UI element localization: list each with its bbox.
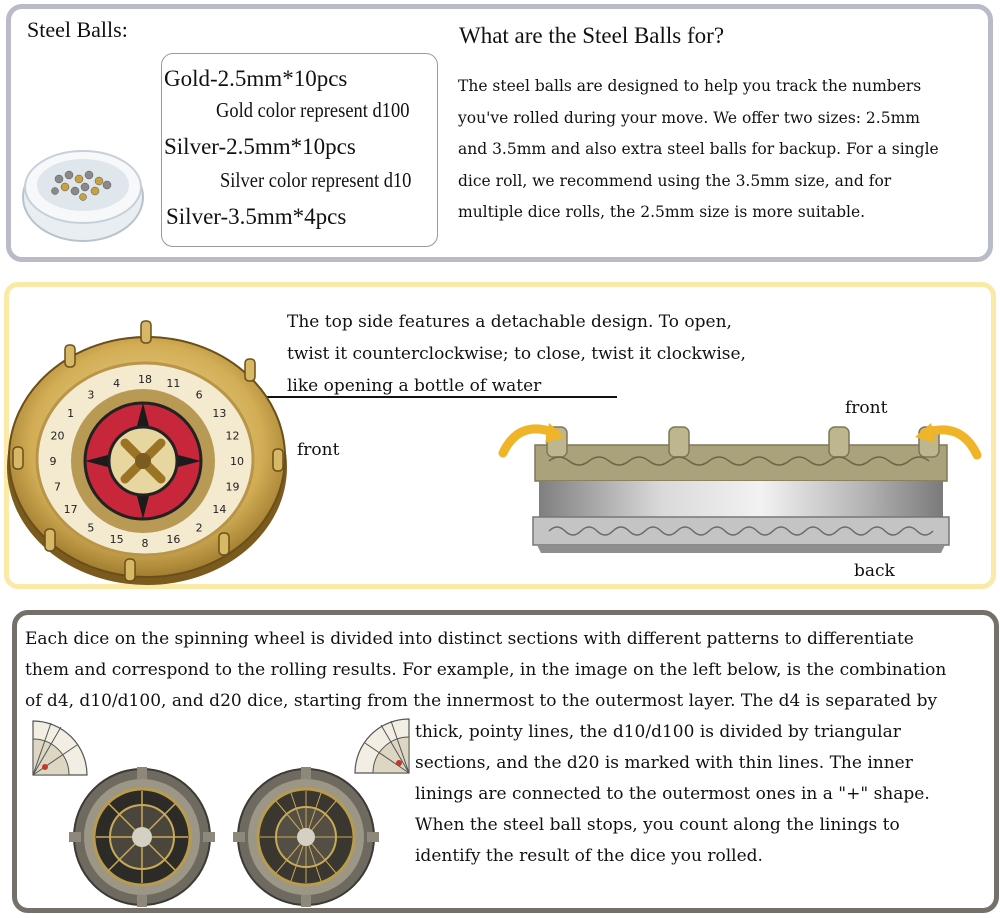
- wheel-number: 4: [113, 377, 121, 390]
- explanation-line: you've rolled during your move. We offer two sizes: 2.5mm: [458, 108, 920, 127]
- silver-small-size-line: Silver-2.5mm*10pcs: [164, 134, 356, 159]
- ball-sizes-box: [161, 53, 438, 247]
- detail-line: linings are connected to the outermost ones in a "+" shape.: [415, 784, 930, 804]
- wheel-number: 16: [166, 533, 181, 546]
- wheel-number: 20: [50, 429, 65, 443]
- silver-large-size-line: Silver-3.5mm*4pcs: [166, 204, 347, 229]
- steel-balls-explanation: [458, 71, 939, 229]
- intro-line: them and correspond to the rolling results. For example, in the image on the left below, is the combination: [25, 660, 947, 680]
- steel-balls-heading: Steel Balls:: [27, 17, 128, 42]
- detail-line: sections, and the d20 is marked with thin lines. The inner: [415, 753, 913, 773]
- wheel-detail: [415, 717, 930, 872]
- bronze-wheel-right-image: [231, 767, 381, 907]
- intro-line: Each dice on the spinning wheel is divided into distinct sections with different patterns to differentiate: [25, 629, 914, 649]
- gold-spinning-wheel-image: [5, 319, 295, 589]
- detail-line: identify the result of the dice you rolled.: [415, 846, 763, 866]
- wheel-number: 9: [49, 455, 57, 468]
- wheel-number: 1: [67, 406, 75, 420]
- gold-size-line: Gold-2.5mm*10pcs: [164, 66, 348, 91]
- explanation-line: multiple dice rolls, the 2.5mm size is more suitable.: [458, 203, 866, 221]
- detail-line: thick, pointy lines, the d10/d100 is divided by triangular: [415, 722, 901, 742]
- wheel-number: 13: [212, 406, 227, 420]
- wheel-number: 17: [63, 503, 78, 517]
- wheel-number: 18: [138, 373, 152, 386]
- bronze-wheel-left-image: [67, 767, 217, 907]
- wheel-number: 2: [195, 521, 203, 535]
- wheel-number: 11: [166, 377, 181, 390]
- description-line: like opening a bottle of water: [287, 376, 542, 396]
- description-line: The top side features a detachable design. To open,: [287, 312, 732, 332]
- steel-balls-question: What are the Steel Balls for?: [459, 23, 725, 48]
- explanation-line: and 3.5mm and also extra steel balls for backup. For a single: [458, 140, 939, 158]
- ring-side-view-image: [489, 405, 989, 570]
- wheel-intro: [25, 624, 946, 717]
- intro-line: of d4, d10/d100, and d20 dice, starting from the innermost to the outermost layer. The d4 is separated by: [25, 691, 938, 711]
- spinning-wheel-panel: [12, 610, 999, 913]
- front-label-left: front: [297, 440, 340, 460]
- steel-balls-panel: [6, 4, 993, 262]
- silver-color-note: Silver color represent d10: [220, 168, 412, 192]
- wheel-number: 12: [225, 429, 240, 443]
- wheel-number: 14: [212, 503, 227, 517]
- description-line: twist it counterclockwise; to close, twist it clockwise,: [287, 344, 746, 364]
- explanation-line: dice roll, we recommend using the 3.5mm size, and for: [458, 171, 892, 190]
- explanation-line: The steel balls are designed to help you track the numbers: [458, 77, 922, 95]
- detail-line: When the steel ball stops, you count along the linings to: [415, 815, 900, 835]
- wheel-number: 5: [87, 521, 95, 535]
- wheel-number: 15: [109, 533, 124, 546]
- detachable-description: [287, 306, 746, 402]
- wheel-number: 7: [54, 480, 61, 494]
- wheel-number: 8: [141, 537, 149, 550]
- steel-balls-container-image: [19, 135, 147, 247]
- wheel-number: 6: [195, 388, 203, 402]
- wheel-number: 3: [87, 388, 95, 402]
- front-label-right: front: [845, 398, 888, 418]
- wheel-number: 19: [225, 480, 240, 494]
- back-label: back: [854, 561, 895, 581]
- detachable-design-panel: [4, 282, 996, 589]
- gold-color-note: Gold color represent d100: [216, 98, 410, 122]
- wheel-number: 10: [230, 455, 244, 468]
- callout-line: [252, 396, 617, 398]
